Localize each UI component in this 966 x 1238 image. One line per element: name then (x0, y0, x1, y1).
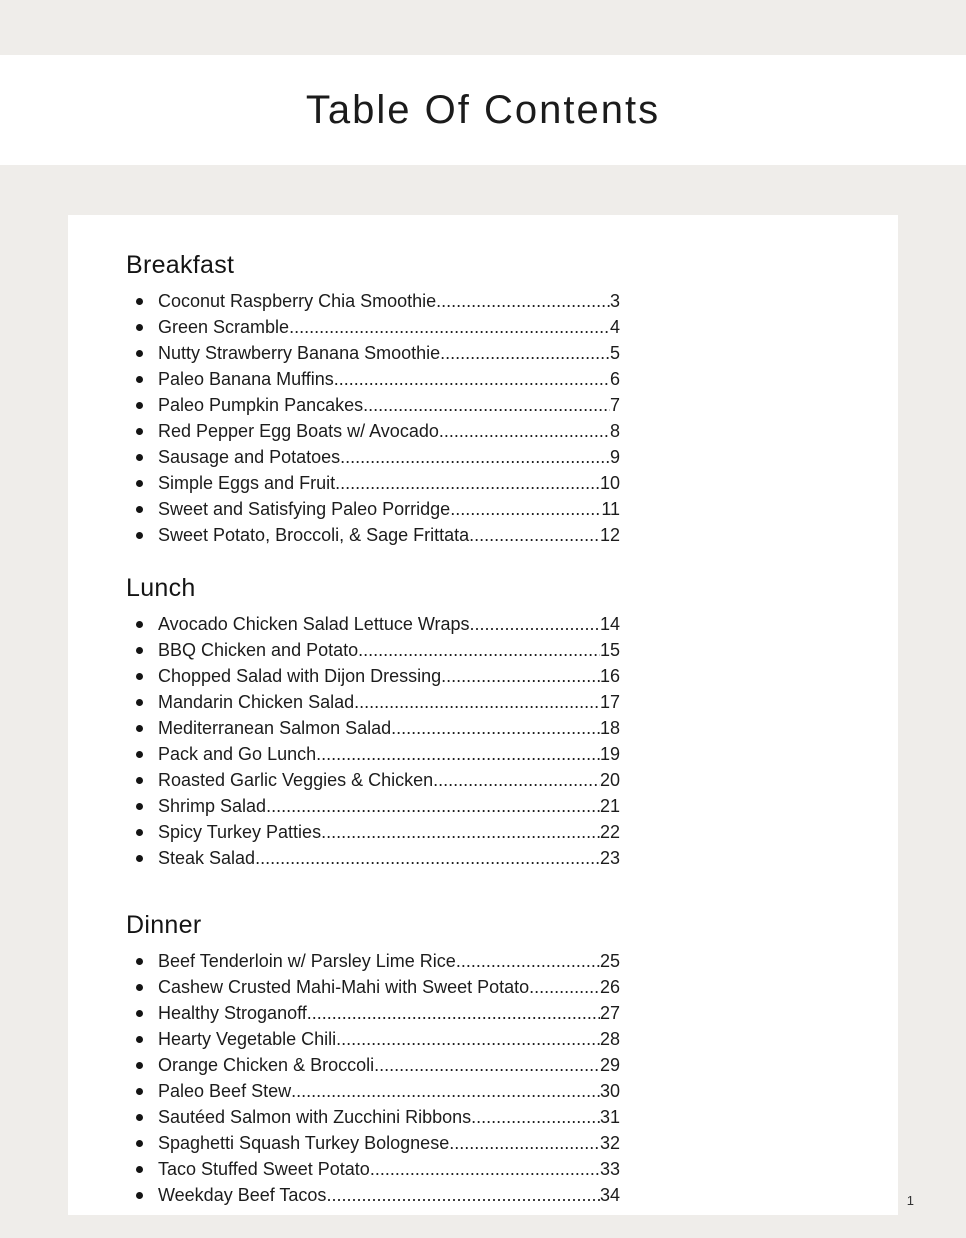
toc-entry (158, 473, 620, 494)
header-band (0, 55, 966, 165)
toc-entry (158, 977, 620, 998)
toc-entry-page: 11 (601, 498, 620, 519)
toc-entry-title: Sweet Potato, Broccoli, & Sage Frittata (158, 524, 470, 545)
toc-entry-title: Cashew Crusted Mahi-Mahi with Sweet Potato (158, 976, 530, 997)
toc-entry-title: Mediterranean Salmon Salad (158, 717, 392, 738)
toc-item (126, 1078, 858, 1104)
toc-entry-title: Chopped Salad with Dijon Dressing (158, 665, 442, 686)
toc-entry (158, 499, 620, 520)
bullet-icon (136, 1140, 143, 1147)
toc-entry-title: Green Scramble (158, 316, 290, 337)
dot-leader (316, 744, 600, 765)
bullet-icon (136, 298, 143, 305)
toc-item (126, 689, 858, 715)
dot-leader (334, 369, 610, 390)
toc-entry-title: Nutty Strawberry Banana Smoothie (158, 342, 441, 363)
toc-item (126, 819, 858, 845)
toc-item (126, 1130, 858, 1156)
toc-entry (158, 1003, 620, 1024)
dot-leader (289, 317, 610, 338)
bullet-icon (136, 350, 143, 357)
dot-leader (469, 525, 600, 546)
toc-entry-title: Sweet and Satisfying Paleo Porridge (158, 498, 451, 519)
toc-entry-page: 22 (599, 821, 620, 842)
toc-item (126, 1182, 858, 1208)
toc-entry-page: 3 (609, 290, 620, 311)
dot-leader (529, 977, 600, 998)
toc-entry-page: 31 (599, 1106, 620, 1127)
toc-entry (158, 395, 620, 416)
toc-entry-page: 26 (599, 976, 620, 997)
toc-entry-page: 10 (599, 472, 620, 493)
toc-entry-page: 28 (599, 1028, 620, 1049)
bullet-icon (136, 1088, 143, 1095)
dot-leader (471, 1107, 600, 1128)
dot-leader (440, 343, 610, 364)
toc-entry-title: Sautéed Salmon with Zucchini Ribbons (158, 1106, 472, 1127)
toc-section-breakfast (126, 251, 858, 548)
dot-leader (335, 473, 600, 494)
toc-entry (158, 744, 620, 765)
toc-entry-title: Paleo Banana Muffins (158, 368, 334, 389)
toc-entry-page: 15 (599, 639, 620, 660)
toc-entry-page: 33 (599, 1158, 620, 1179)
toc-entry (158, 692, 620, 713)
toc-item (126, 1052, 858, 1078)
toc-entry (158, 343, 620, 364)
dot-leader (391, 718, 600, 739)
toc-section-lunch (126, 574, 858, 871)
bullet-icon (136, 829, 143, 836)
content-card (68, 215, 898, 1215)
toc-entry-page: 25 (599, 950, 620, 971)
toc-item (126, 1000, 858, 1026)
toc-entry-title: Paleo Pumpkin Pancakes (158, 394, 364, 415)
toc-entry-title: Sausage and Potatoes (158, 446, 341, 467)
toc-entry-title: Mandarin Chicken Salad (158, 691, 355, 712)
toc-entry-page: 18 (599, 717, 620, 738)
toc-item (126, 470, 858, 496)
toc-section-dinner (126, 911, 858, 1208)
bullet-icon (136, 480, 143, 487)
bullet-icon (136, 803, 143, 810)
toc-entry-title: Taco Stuffed Sweet Potato (158, 1158, 370, 1179)
toc-list (126, 611, 858, 871)
toc-entry (158, 770, 620, 791)
toc-item (126, 1104, 858, 1130)
dot-leader (436, 291, 610, 312)
toc-entry-title: Hearty Vegetable Chili (158, 1028, 337, 1049)
toc-entry-page: 14 (599, 613, 620, 634)
toc-entry-title: Coconut Raspberry Chia Smoothie (158, 290, 437, 311)
dot-leader (358, 640, 600, 661)
toc-entry-page: 6 (609, 368, 620, 389)
section-heading: Breakfast (126, 251, 235, 279)
page-number: 1 (906, 1193, 914, 1208)
toc-entry-title: Pack and Go Lunch (158, 743, 317, 764)
dot-leader (291, 1081, 600, 1102)
bullet-icon (136, 324, 143, 331)
bullet-icon (136, 751, 143, 758)
dot-leader (321, 822, 600, 843)
toc-entry-page: 8 (609, 420, 620, 441)
toc-entry (158, 1029, 620, 1050)
bullet-icon (136, 1192, 143, 1199)
bullet-icon (136, 428, 143, 435)
dot-leader (450, 499, 601, 520)
toc-entry-page: 32 (599, 1132, 620, 1153)
toc-entry (158, 951, 620, 972)
dot-leader (354, 692, 600, 713)
toc-entry-page: 34 (599, 1184, 620, 1205)
dot-leader (266, 796, 600, 817)
toc-item (126, 715, 858, 741)
bullet-icon (136, 454, 143, 461)
bullet-icon (136, 855, 143, 862)
dot-leader (307, 1003, 600, 1024)
toc-item (126, 637, 858, 663)
dot-leader (441, 666, 600, 687)
bullet-icon (136, 725, 143, 732)
toc-entry (158, 848, 620, 869)
bullet-icon (136, 532, 143, 539)
dot-leader (255, 848, 600, 869)
dot-leader (433, 770, 600, 791)
toc-entry (158, 1185, 620, 1206)
toc-entry (158, 291, 620, 312)
toc-item (126, 793, 858, 819)
toc-entry (158, 796, 620, 817)
toc-entry-page: 12 (599, 524, 620, 545)
toc-entry-title: Orange Chicken & Broccoli (158, 1054, 375, 1075)
bullet-icon (136, 777, 143, 784)
toc-entry (158, 1055, 620, 1076)
bullet-icon (136, 376, 143, 383)
toc-item (126, 948, 858, 974)
toc-item (126, 496, 858, 522)
toc-entry-page: 9 (609, 446, 620, 467)
toc-entry-title: Beef Tenderloin w/ Parsley Lime Rice (158, 950, 456, 971)
bullet-icon (136, 647, 143, 654)
toc-entry (158, 718, 620, 739)
bullet-icon (136, 1062, 143, 1069)
toc-entry (158, 421, 620, 442)
toc-item (126, 522, 858, 548)
toc-entry-title: Weekday Beef Tacos (158, 1184, 327, 1205)
bullet-icon (136, 1010, 143, 1017)
toc-entry-title: Roasted Garlic Veggies & Chicken (158, 769, 434, 790)
toc-entry-title: Simple Eggs and Fruit (158, 472, 336, 493)
bullet-icon (136, 1036, 143, 1043)
toc-entry (158, 1081, 620, 1102)
toc-entry-title: Paleo Beef Stew (158, 1080, 292, 1101)
toc-entry (158, 666, 620, 687)
toc-entry (158, 822, 620, 843)
section-heading: Lunch (126, 574, 196, 602)
dot-leader (326, 1185, 600, 1206)
toc-entry (158, 640, 620, 661)
toc-entry-page: 21 (599, 795, 620, 816)
toc-entry-page: 27 (599, 1002, 620, 1023)
dot-leader (336, 1029, 600, 1050)
toc-entry (158, 1133, 620, 1154)
toc-item (126, 1156, 858, 1182)
bullet-icon (136, 506, 143, 513)
toc-entry (158, 525, 620, 546)
dot-leader (439, 421, 610, 442)
dot-leader (370, 1159, 600, 1180)
toc-entry-title: Spaghetti Squash Turkey Bolognese (158, 1132, 450, 1153)
toc-item (126, 663, 858, 689)
toc-entry-page: 5 (609, 342, 620, 363)
toc-entry-page: 19 (599, 743, 620, 764)
toc-entry-page: 7 (609, 394, 620, 415)
bullet-icon (136, 958, 143, 965)
toc-item (126, 392, 858, 418)
bullet-icon (136, 699, 143, 706)
dot-leader (340, 447, 610, 468)
toc-entry-page: 20 (599, 769, 620, 790)
page-title: Table Of Contents (305, 87, 661, 132)
toc-list (126, 948, 858, 1208)
toc-entry (158, 1159, 620, 1180)
toc-entry (158, 614, 620, 635)
toc-item (126, 288, 858, 314)
toc-entry-title: Spicy Turkey Patties (158, 821, 322, 842)
toc-item (126, 741, 858, 767)
section-heading: Dinner (126, 911, 202, 939)
toc-entry (158, 447, 620, 468)
toc-item (126, 1026, 858, 1052)
toc-entry-title: Red Pepper Egg Boats w/ Avocado (158, 420, 439, 441)
toc-entry-title: Avocado Chicken Salad Lettuce Wraps (158, 613, 470, 634)
toc-entry (158, 1107, 620, 1128)
toc-entry-title: Shrimp Salad (158, 795, 267, 816)
bullet-icon (136, 621, 143, 628)
bullet-icon (136, 1114, 143, 1121)
toc-item (126, 611, 858, 637)
toc-entry-page: 29 (599, 1054, 620, 1075)
bullet-icon (136, 673, 143, 680)
toc-sections (126, 251, 858, 1208)
dot-leader (374, 1055, 600, 1076)
toc-item (126, 366, 858, 392)
dot-leader (363, 395, 610, 416)
toc-entry-title: Healthy Stroganoff (158, 1002, 307, 1023)
toc-item (126, 314, 858, 340)
toc-item (126, 845, 858, 871)
toc-list (126, 288, 858, 548)
toc-item (126, 340, 858, 366)
toc-entry (158, 317, 620, 338)
toc-item (126, 418, 858, 444)
dot-leader (470, 614, 600, 635)
dot-leader (456, 951, 600, 972)
bullet-icon (136, 402, 143, 409)
toc-entry-page: 16 (599, 665, 620, 686)
toc-item (126, 767, 858, 793)
dot-leader (449, 1133, 600, 1154)
toc-entry-title: BBQ Chicken and Potato (158, 639, 359, 660)
toc-entry-page: 23 (599, 847, 620, 868)
bullet-icon (136, 1166, 143, 1173)
toc-entry-page: 4 (609, 316, 620, 337)
toc-entry (158, 369, 620, 390)
toc-entry-page: 17 (599, 691, 620, 712)
toc-entry-title: Steak Salad (158, 847, 256, 868)
bullet-icon (136, 984, 143, 991)
toc-entry-page: 30 (599, 1080, 620, 1101)
toc-item (126, 444, 858, 470)
toc-item (126, 974, 858, 1000)
